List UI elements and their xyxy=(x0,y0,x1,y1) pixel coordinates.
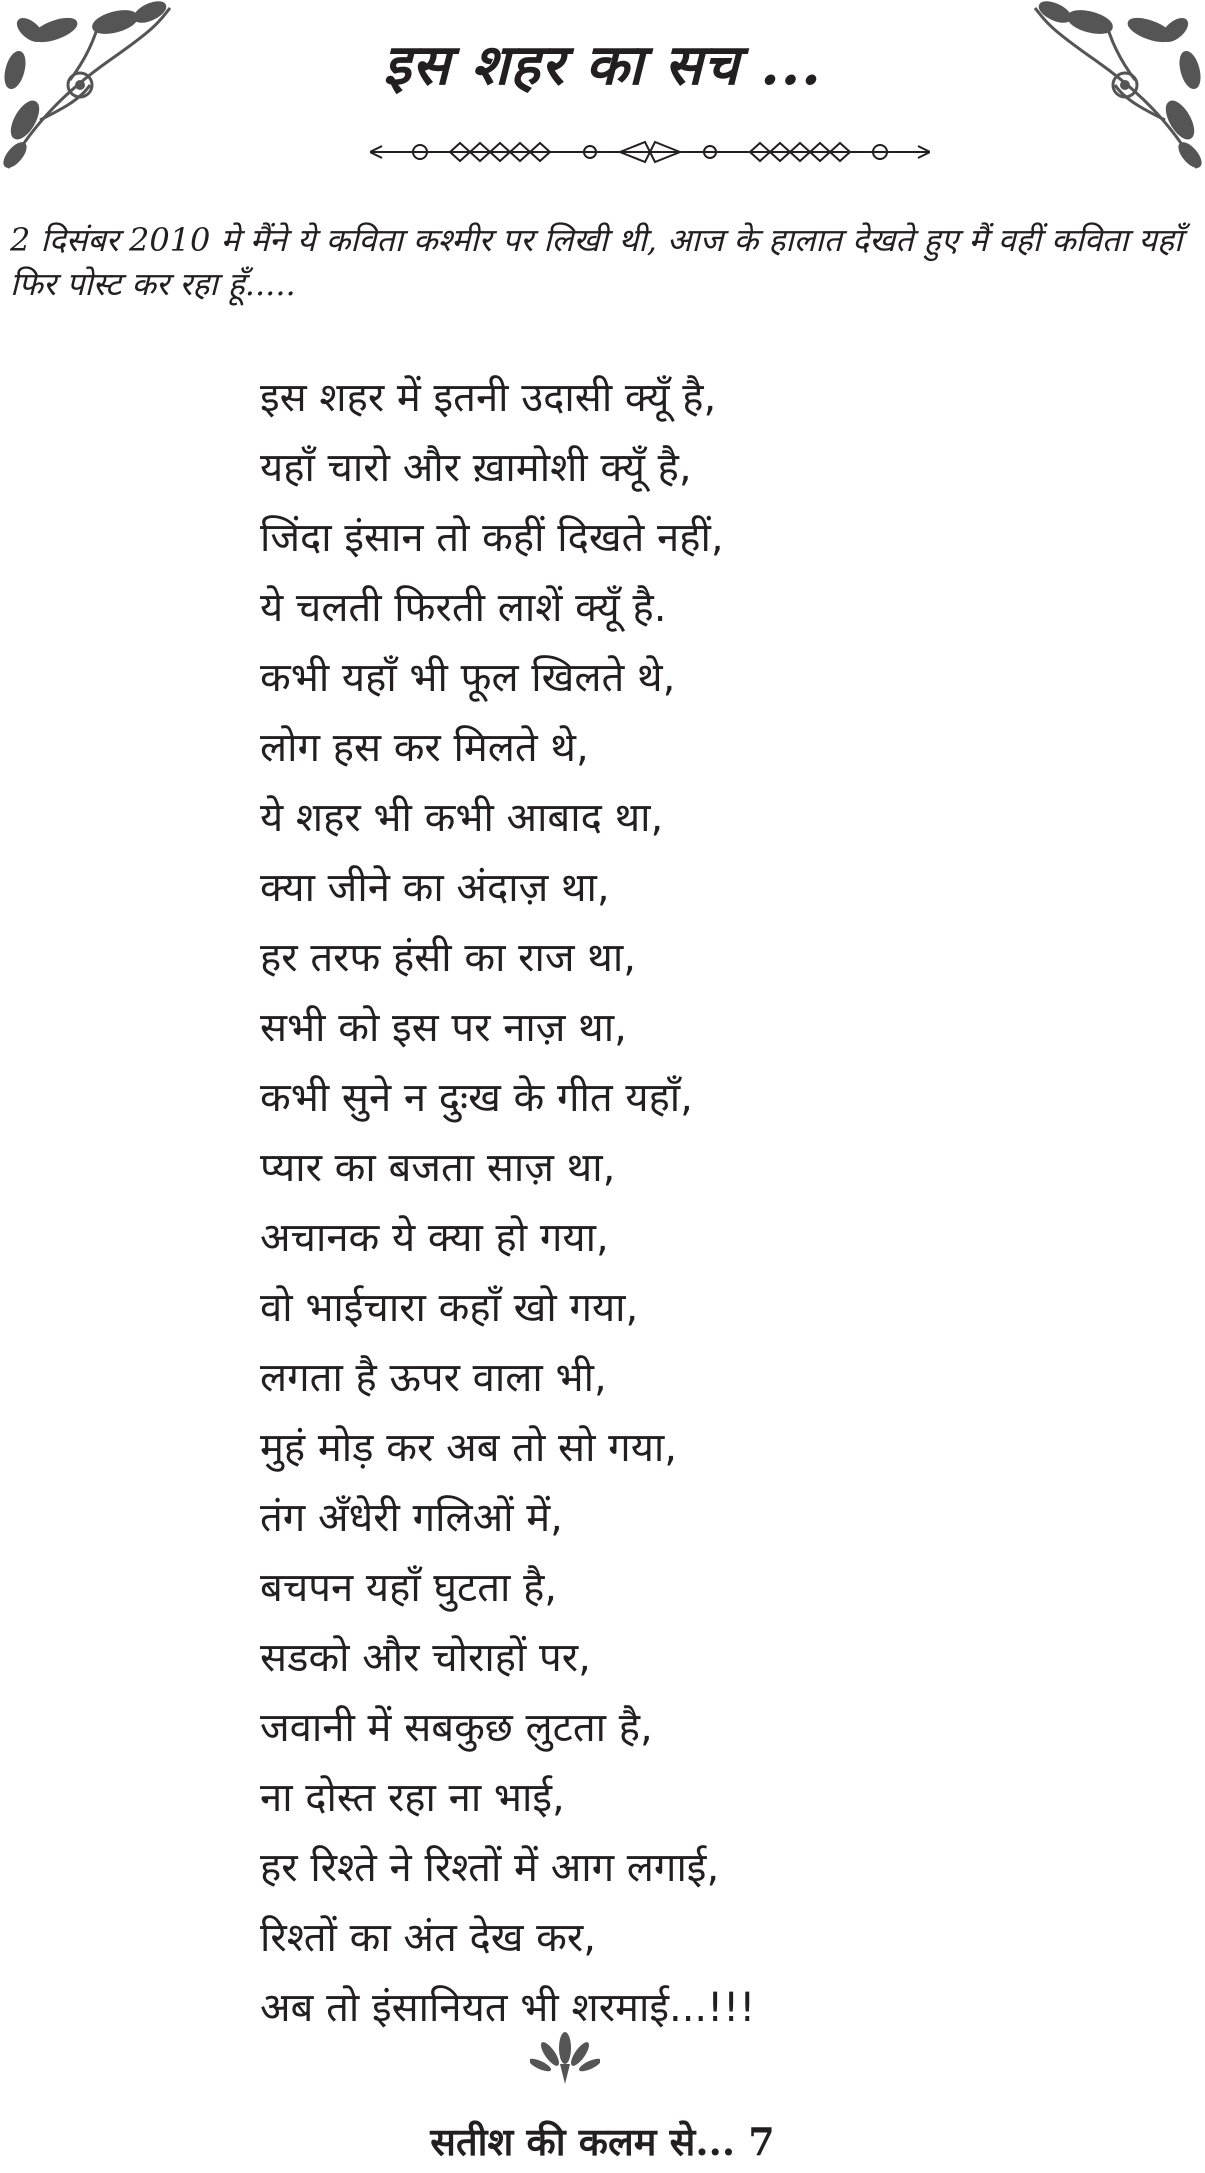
poem-line: लगता है ऊपर वाला भी, xyxy=(260,1355,607,1401)
poem-line: प्यार का बजता साज़ था, xyxy=(260,1145,616,1191)
poem-line: बचपन यहाँ घुटता है, xyxy=(260,1565,558,1611)
poem-line: लोग हस कर मिलते थे, xyxy=(260,725,589,771)
intro-note: 2 दिसंबर 2010 मे मैंने ये कविता कश्मीर पर लिखी थी, आज के हालात देखते हुए मैं वहीं कविता यहाँ फिर पोस्ट कर रहा हूँ..... xyxy=(10,221,1183,303)
poem-line: हर तरफ हंसी का राज था, xyxy=(260,935,636,981)
poem-line: मुहं मोड़ कर अब तो सो गया, xyxy=(260,1425,677,1471)
poem-line: ना दोस्त रहा ना भाई, xyxy=(260,1775,565,1821)
ornamental-divider-icon xyxy=(370,132,930,172)
poem-line: क्या जीने का अंदाज़ था, xyxy=(260,865,610,911)
poem-line: वो भाईचारा कहाँ खो गया, xyxy=(260,1285,639,1331)
floral-flourish-icon xyxy=(530,2030,600,2085)
poem-line: अब तो इंसानियत भी शरमाई...!!! xyxy=(260,1985,756,2031)
poem-line: जिंदा इंसान तो कहीं दिखते नहीं, xyxy=(260,515,724,561)
poem-line: ये शहर भी कभी आबाद था, xyxy=(260,795,664,841)
poem-line: अचानक ये क्या हो गया, xyxy=(260,1215,609,1261)
poem-line: रिश्तों का अंत देख कर, xyxy=(260,1915,596,1961)
poem-line: कभी सुने न दुःख के गीत यहाँ, xyxy=(260,1075,693,1121)
poem-body xyxy=(260,363,1140,2043)
poem-line: सडको और चोराहों पर, xyxy=(260,1635,591,1681)
poem-line: जवानी में सबकुछ लुटता है, xyxy=(260,1705,653,1751)
poem-line: यहाँ चारो और ख़ामोशी क्यूँ है, xyxy=(260,445,692,491)
poem-title: इस शहर का सच ... xyxy=(383,32,822,98)
poem-line: ये चलती फिरती लाशें क्यूँ है. xyxy=(260,585,667,631)
poem-line: हर रिश्ते ने रिश्तों में आग लगाई, xyxy=(260,1845,720,1891)
poem-line: सभी को इस पर नाज़ था, xyxy=(260,1005,627,1051)
poem-line: तंग अँधेरी गलिओं में, xyxy=(260,1495,563,1541)
page-footer: सतीश की कलम से... 7 xyxy=(430,2119,775,2164)
poem-line: कभी यहाँ भी फूल खिलते थे, xyxy=(260,655,676,701)
poem-line: इस शहर में इतनी उदासी क्यूँ है, xyxy=(260,375,717,421)
